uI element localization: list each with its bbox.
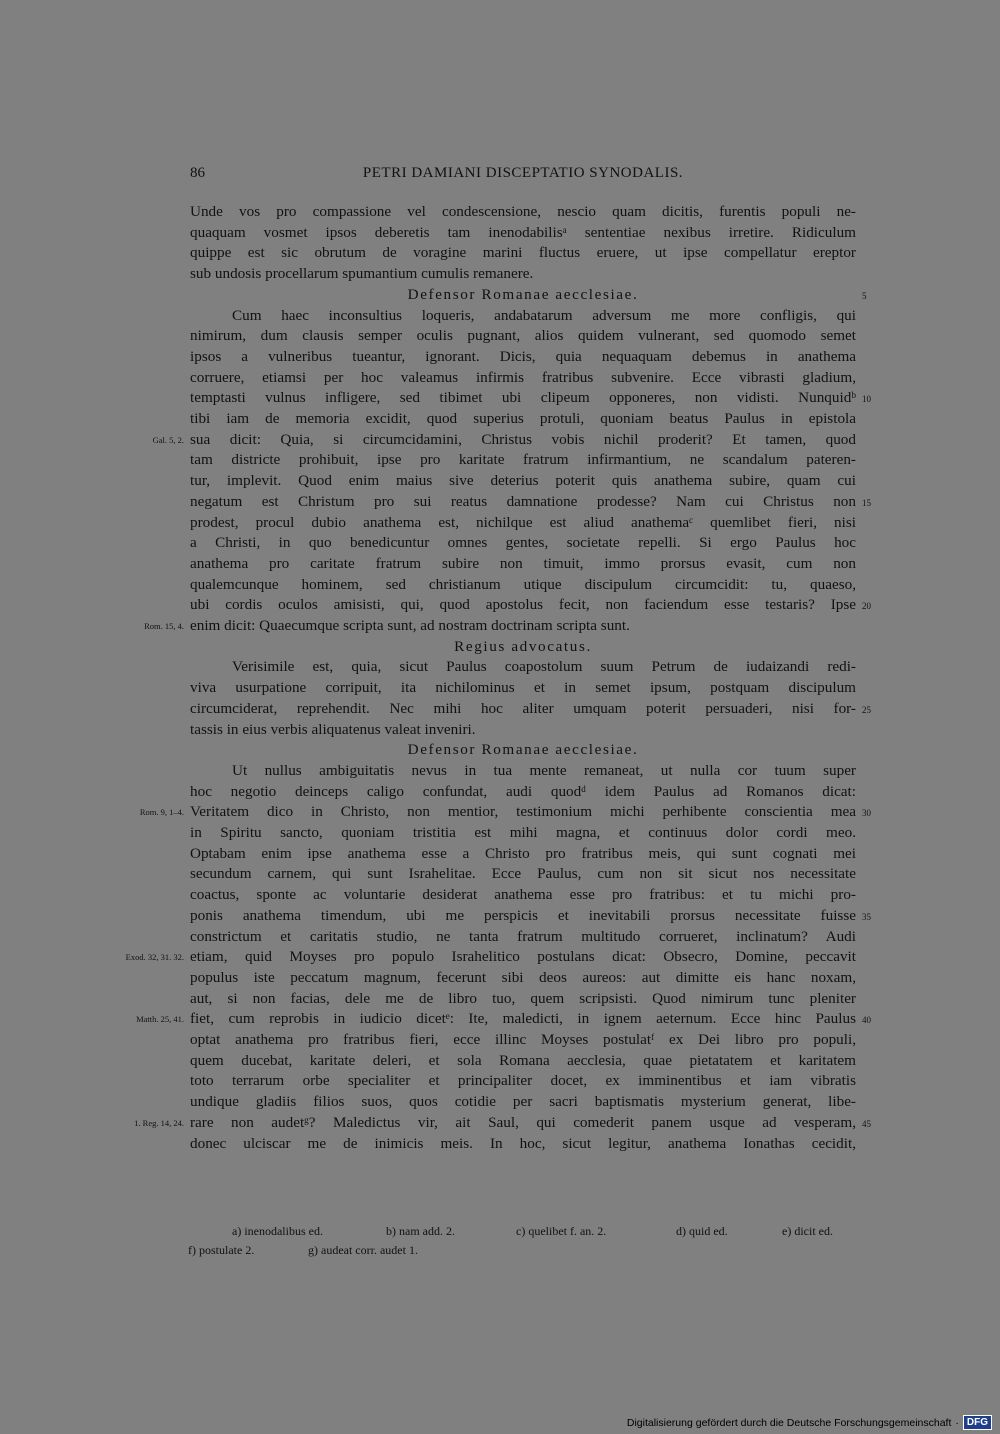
text-line: in Spiritu sancto, quoniam tristitia est mihi magna, et continuus dolor cordi meo.: [190, 824, 856, 841]
text-line: circumciderat, reprehendit. Nec mihi hoc aliter umquam poterit persuaderi, nisi for-: [190, 700, 856, 717]
text-line: aut, si non facias, dele me de libro tuo, quem scripsisti. Quod nimirum tunc pleniter: [190, 990, 856, 1007]
text-line: toto terrarum orbe specialiter et principaliter docet, ex imminentibus et iam vibratis: [190, 1072, 856, 1089]
line-number: 35: [862, 912, 871, 922]
line-number: 40: [862, 1015, 871, 1025]
text-line: tam districte prohibuit, ipse pro karitate fratrum infirmantium, ne scandalum pateren-: [190, 451, 856, 468]
margin-reference: Rom. 15, 4.: [144, 621, 184, 631]
text-line: tassis in eius verbis aliquatenus valeat inveniri.: [190, 721, 476, 738]
text-line: quem ducebat, karitate deleri, et sola Romana aecclesia, quae pietatatem et karitatem: [190, 1052, 856, 1069]
text-line: quippe est sic obrutum de voragine marini fluctus eruere, ut ipse compellatur ereptor: [190, 244, 856, 261]
line-number: 45: [862, 1119, 871, 1129]
text-line: fiet, cum reprobis in iudicio dicetᵉ: Ite, maledicti, in ignem aeternum. Ecce hinc Paulus: [190, 1010, 856, 1027]
text-line: tur, implevit. Quod enim maius sive deterius poterit quis anathema subire, quam cui: [190, 472, 856, 489]
text-line: prodest, procul dubio anathema est, nichilque est aliud anathemaᶜ quemlibet fieri, nisi: [190, 514, 856, 531]
text-line: ponis anathema timendum, ubi me perspicis et inevitabili prorsus necessitate fuisse: [190, 907, 856, 924]
text-line: Veritatem dico in Christo, non mentior, testimonium michi perhibente conscientia mea: [190, 803, 856, 820]
footnote: c) quelibet f. an. 2.: [516, 1224, 607, 1238]
margin-reference: Rom. 9, 1–4.: [139, 807, 184, 817]
text-line: Verisimile est, quia, sicut Paulus coapostolum suum Petrum de iudaizandi redi-: [232, 658, 856, 675]
text-line: temptasti vulnus infligere, sed tibimet ubi clipeum opponeres, non vidisti. Nunquidᵇ: [190, 389, 856, 406]
section-heading: Defensor Romanae aecclesiae.: [407, 741, 639, 758]
text-line: etiam, quid Moyses pro populo Israhelitico postulans dicat: Obsecro, Domine, peccavit: [190, 948, 856, 965]
line-number: 10: [862, 394, 871, 404]
text-line: hoc negotio deinceps caligo confundat, audi quodᵈ idem Paulus ad Romanos dicat:: [190, 783, 856, 800]
text-line: Cum haec inconsultius loqueris, andabatarum adversum me more confligis, qui: [232, 307, 856, 324]
footnote: d) quid ed.: [676, 1224, 728, 1238]
text-line: rare non audetᵍ? Maledictus vir, ait Saul, qui comederit panem usque ad vesperam,: [190, 1114, 856, 1131]
running-title: PETRI DAMIANI DISCEPTATIO SYNODALIS.: [362, 165, 684, 181]
line-number: 15: [862, 498, 871, 508]
margin-reference: Exod. 32, 31. 32.: [125, 952, 184, 962]
text-line: a Christi, in quo benedicuntur omnes gentes, societate repelli. Si ergo Paulus hoc: [190, 534, 856, 551]
footnote: e) dicit ed.: [782, 1224, 833, 1238]
text-line: qualemcunque hominem, sed christianum utique discipulum circumcidit: tu, quaeso,: [190, 576, 856, 593]
page-number: 86: [190, 165, 205, 181]
text-line: Unde vos pro compassione vel condescensione, nescio quam dicitis, furentis populi ne-: [190, 203, 856, 220]
credit-text: Digitalisierung gefördert durch die Deutsche Forschungsgemeinschaft: [626, 1416, 952, 1429]
line-number: 5: [862, 291, 867, 301]
section-heading: Defensor Romanae aecclesiae.: [407, 286, 639, 303]
text-line: ubi cordis oculos amisisti, qui, quod apostolus fecit, non faciendum esse testaris? Ipse: [190, 596, 856, 613]
line-number: 30: [862, 808, 871, 818]
digitization-credit: Digitalisierung gefördert durch die Deutsche Forschungsgemeinschaft · DFG: [627, 1415, 992, 1430]
text-line: anathema pro caritate fratrum subire non timuit, immo prorsus evasit, cum non: [190, 555, 856, 572]
margin-reference: Gal. 5, 2.: [152, 435, 184, 445]
text-line: viva usurpatione corripuit, ita nichilominus et in semet ipsum, postquam discipulum: [190, 679, 856, 696]
text-line: populus iste peccatum magnum, fecerunt sibi deos aureos: aut dimitte eis hanc noxam,: [190, 969, 856, 986]
text-line: sub undosis procellarum spumantium cumulis remanere.: [190, 265, 534, 282]
text-line: quaquam vosmet ipsos deberetis tam inenodabilisᵃ sententiae nexibus irretire. Ridiculum: [190, 224, 856, 241]
text-line: coactus, sponte ac voluntarie desiderat anathema esse pro fratribus: et tu michi pro-: [190, 886, 856, 903]
text-line: secundum carnem, qui sunt Israhelitae. Ecce Paulus, cum non sit sicut nos necessitate: [190, 865, 856, 882]
text-line: negatum est Christum pro sui reatus damnatione prodesse? Nam cui Christus non: [190, 493, 856, 510]
text-line: ipsos a vulneribus tueantur, ignorant. Dicis, quia nequaquam debemus in anathema: [190, 348, 856, 365]
page-header: [190, 165, 856, 189]
text-line: enim dicit: Quaecumque scripta sunt, ad nostram doctrinam scripta sunt.: [190, 617, 630, 634]
text-line: Ut nullus ambiguitatis nevus in tua mente remaneat, ut nulla cor tuum super: [232, 762, 856, 779]
text-line: constrictum et caritatis studio, ne tanta fratrum multitudo corrueret, inclinatum? Audi: [190, 928, 856, 945]
text-line: corruere, etiamsi per hoc valeamus infirmis fratribus subvenire. Ecce vibrasti gladium,: [190, 369, 856, 386]
text-line: Optabam enim ipse anathema esse a Christo pro fratribus meis, qui sunt cognati mei: [190, 845, 856, 862]
footnote: f) postulate 2.: [188, 1243, 255, 1257]
footnote: g) audeat corr. audet 1.: [308, 1243, 418, 1257]
dfg-logo: DFG: [963, 1415, 992, 1430]
text-line: undique gladiis filios suos, quos cotidie per sacri baptismatis mysterium generat, libe-: [190, 1093, 856, 1110]
text-line: tibi iam de memoria excidit, quod superius protuli, quoniam beatus Paulus in epistola: [190, 410, 856, 427]
text-line: donec ulciscar me de inimicis meis. In hoc, sicut legitur, anathema Ionathas cecidit,: [190, 1135, 856, 1152]
section-heading: Regius advocatus.: [454, 638, 592, 655]
margin-reference: Matth. 25, 41.: [136, 1014, 184, 1024]
footnote: a) inenodalibus ed.: [232, 1224, 323, 1238]
text-line: optat anathema pro fratribus fieri, ecce illinc Moyses postulatᶠ ex Dei libro pro populi,: [190, 1031, 856, 1048]
margin-reference: 1. Reg. 14, 24.: [134, 1118, 184, 1128]
line-number: 20: [862, 601, 871, 611]
line-number: 25: [862, 705, 871, 715]
footnote: b) nam add. 2.: [386, 1224, 455, 1238]
text-line: sua dicit: Quia, si circumcidamini, Christus vobis nichil proderit? Et tamen, quod: [190, 431, 856, 448]
text-line: nimirum, dum clausis semper oculis pugnant, alios quidem vulnerant, sed quomodo semet: [190, 327, 856, 344]
